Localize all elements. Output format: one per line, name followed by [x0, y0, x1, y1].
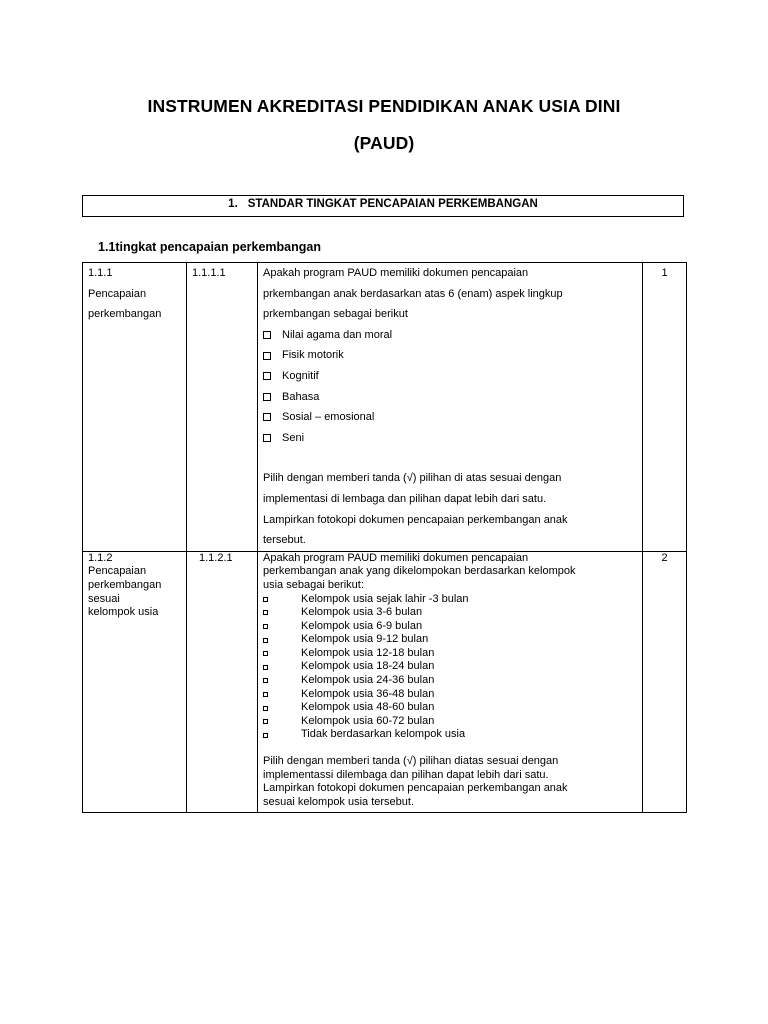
option-label: Kelompok usia 6-9 bulan [301, 619, 423, 632]
standard-label: STANDAR TINGKAT PENCAPAIAN PERKEMBANGAN [247, 198, 538, 210]
option-label: Nilai agama dan moral [282, 328, 393, 341]
sub-code: 1.1.2.1 [199, 551, 233, 564]
option-label: Bahasa [282, 390, 320, 403]
score-value: 1 [661, 267, 668, 279]
option-item[interactable] [258, 647, 642, 661]
option-item[interactable] [258, 620, 642, 634]
option-item[interactable] [258, 593, 642, 607]
instruction-line: implementasi di lembaga dan pilihan dapat lebih dari satu. [263, 492, 547, 505]
question-line: perkembangan anak yang dikelompokan berdasarkan kelompok [263, 565, 576, 578]
sub-code: 1.1.1.1 [192, 267, 226, 279]
option-item[interactable] [258, 633, 642, 647]
indicator-name-cell [83, 551, 187, 812]
instruction-line: Lampirkan fotokopi dokumen pencapaian perkembangan anak [263, 513, 568, 526]
checkbox-icon[interactable] [263, 678, 268, 683]
question-cell [258, 263, 643, 552]
checkbox-icon[interactable] [263, 733, 268, 738]
indicator-name-line: sesuai [88, 592, 120, 605]
subsection-heading: 1.1tingkat pencapaian perkembangan [98, 240, 321, 254]
option-item[interactable] [258, 428, 642, 449]
checkbox-icon[interactable] [263, 434, 271, 442]
standard-heading-box [82, 195, 684, 217]
option-item[interactable] [258, 715, 642, 729]
document-subtitle: (PAUD) [353, 133, 415, 153]
checkbox-icon[interactable] [263, 372, 271, 380]
question-line: Apakah program PAUD memiliki dokumen pencapaian [263, 267, 529, 279]
option-label: Tidak berdasarkan kelompok usia [301, 728, 466, 741]
checkbox-icon[interactable] [263, 331, 271, 339]
option-label: Kognitif [282, 369, 319, 382]
option-label: Kelompok usia 18-24 bulan [301, 660, 435, 673]
checkbox-icon[interactable] [263, 651, 268, 656]
instruction-line: sesuai kelompok usia tersebut. [263, 795, 415, 808]
option-label: Kelompok usia sejak lahir -3 bulan [301, 592, 469, 605]
option-label: Kelompok usia 12-18 bulan [301, 646, 435, 659]
option-label: Sosial – emosional [282, 411, 375, 424]
table-row [83, 263, 687, 552]
option-item[interactable] [258, 728, 642, 742]
score-cell [643, 551, 687, 812]
indicator-name-line: kelompok usia [88, 606, 159, 619]
option-item[interactable] [258, 674, 642, 688]
option-item[interactable] [258, 688, 642, 702]
option-item[interactable] [258, 366, 642, 387]
question-cell [258, 551, 643, 812]
question-line: prkembangan anak berdasarkan atas 6 (enam) aspek lingkup [263, 287, 563, 300]
question-line: prkembangan sebagai berikut [263, 308, 408, 321]
indicator-name-line: Pencapaian [88, 565, 147, 578]
checkbox-icon[interactable] [263, 638, 268, 643]
option-item[interactable] [258, 345, 642, 366]
option-label: Fisik motorik [282, 349, 344, 362]
option-label: Kelompok usia 24-36 bulan [301, 674, 435, 687]
indicator-code: 1.1.2 [88, 551, 113, 564]
score-value: 2 [661, 551, 668, 564]
option-item[interactable] [258, 407, 642, 428]
instruction-line: Lampirkan fotokopi dokumen pencapaian perkembangan anak [263, 782, 568, 795]
instruction-line: Pilih dengan memberi tanda (√) pilihan diatas sesuai dengan [263, 755, 559, 768]
checkbox-icon[interactable] [263, 692, 268, 697]
instruction-line: implementassi dilembaga dan pilihan dapat lebih dari satu. [263, 768, 549, 781]
indicator-name-cell [83, 263, 187, 552]
sub-code-cell [187, 551, 258, 812]
option-item[interactable] [258, 325, 642, 346]
checkbox-icon[interactable] [263, 706, 268, 711]
checkbox-icon[interactable] [263, 665, 268, 670]
score-cell [643, 263, 687, 552]
table-row [83, 551, 687, 812]
option-label: Kelompok usia 48-60 bulan [301, 701, 435, 714]
instruction-line: Pilih dengan memberi tanda (√) pilihan di atas sesuai dengan [263, 472, 562, 485]
checkbox-icon[interactable] [263, 393, 271, 401]
indicator-name-line: perkembangan [88, 308, 162, 321]
indicator-table [82, 262, 687, 813]
option-label: Kelompok usia 60-72 bulan [301, 714, 435, 727]
option-item[interactable] [258, 660, 642, 674]
option-label: Kelompok usia 36-48 bulan [301, 687, 435, 700]
question-line: usia sebagai berikut: [263, 578, 364, 591]
option-label: Kelompok usia 9-12 bulan [301, 633, 429, 646]
checkbox-icon[interactable] [263, 624, 268, 629]
instruction-line: tersebut. [263, 534, 306, 547]
option-item[interactable] [258, 701, 642, 715]
checkbox-icon[interactable] [263, 719, 268, 724]
standard-number: 1. [228, 198, 238, 210]
option-item[interactable] [258, 606, 642, 620]
option-label: Kelompok usia 3-6 bulan [301, 606, 423, 619]
checkbox-icon[interactable] [263, 352, 271, 360]
document-title: INSTRUMEN AKREDITASI PENDIDIKAN ANAK USIA DINI [147, 96, 621, 116]
indicator-name-line: Pencapaian [88, 287, 147, 300]
option-label: Seni [282, 431, 305, 444]
question-line: Apakah program PAUD memiliki dokumen pencapaian [263, 551, 529, 564]
indicator-name-line: perkembangan [88, 578, 162, 591]
checkbox-icon[interactable] [263, 610, 268, 615]
checkbox-icon[interactable] [263, 597, 268, 602]
indicator-code: 1.1.1 [88, 267, 113, 279]
sub-code-cell [187, 263, 258, 552]
option-item[interactable] [258, 387, 642, 408]
checkbox-icon[interactable] [263, 413, 271, 421]
